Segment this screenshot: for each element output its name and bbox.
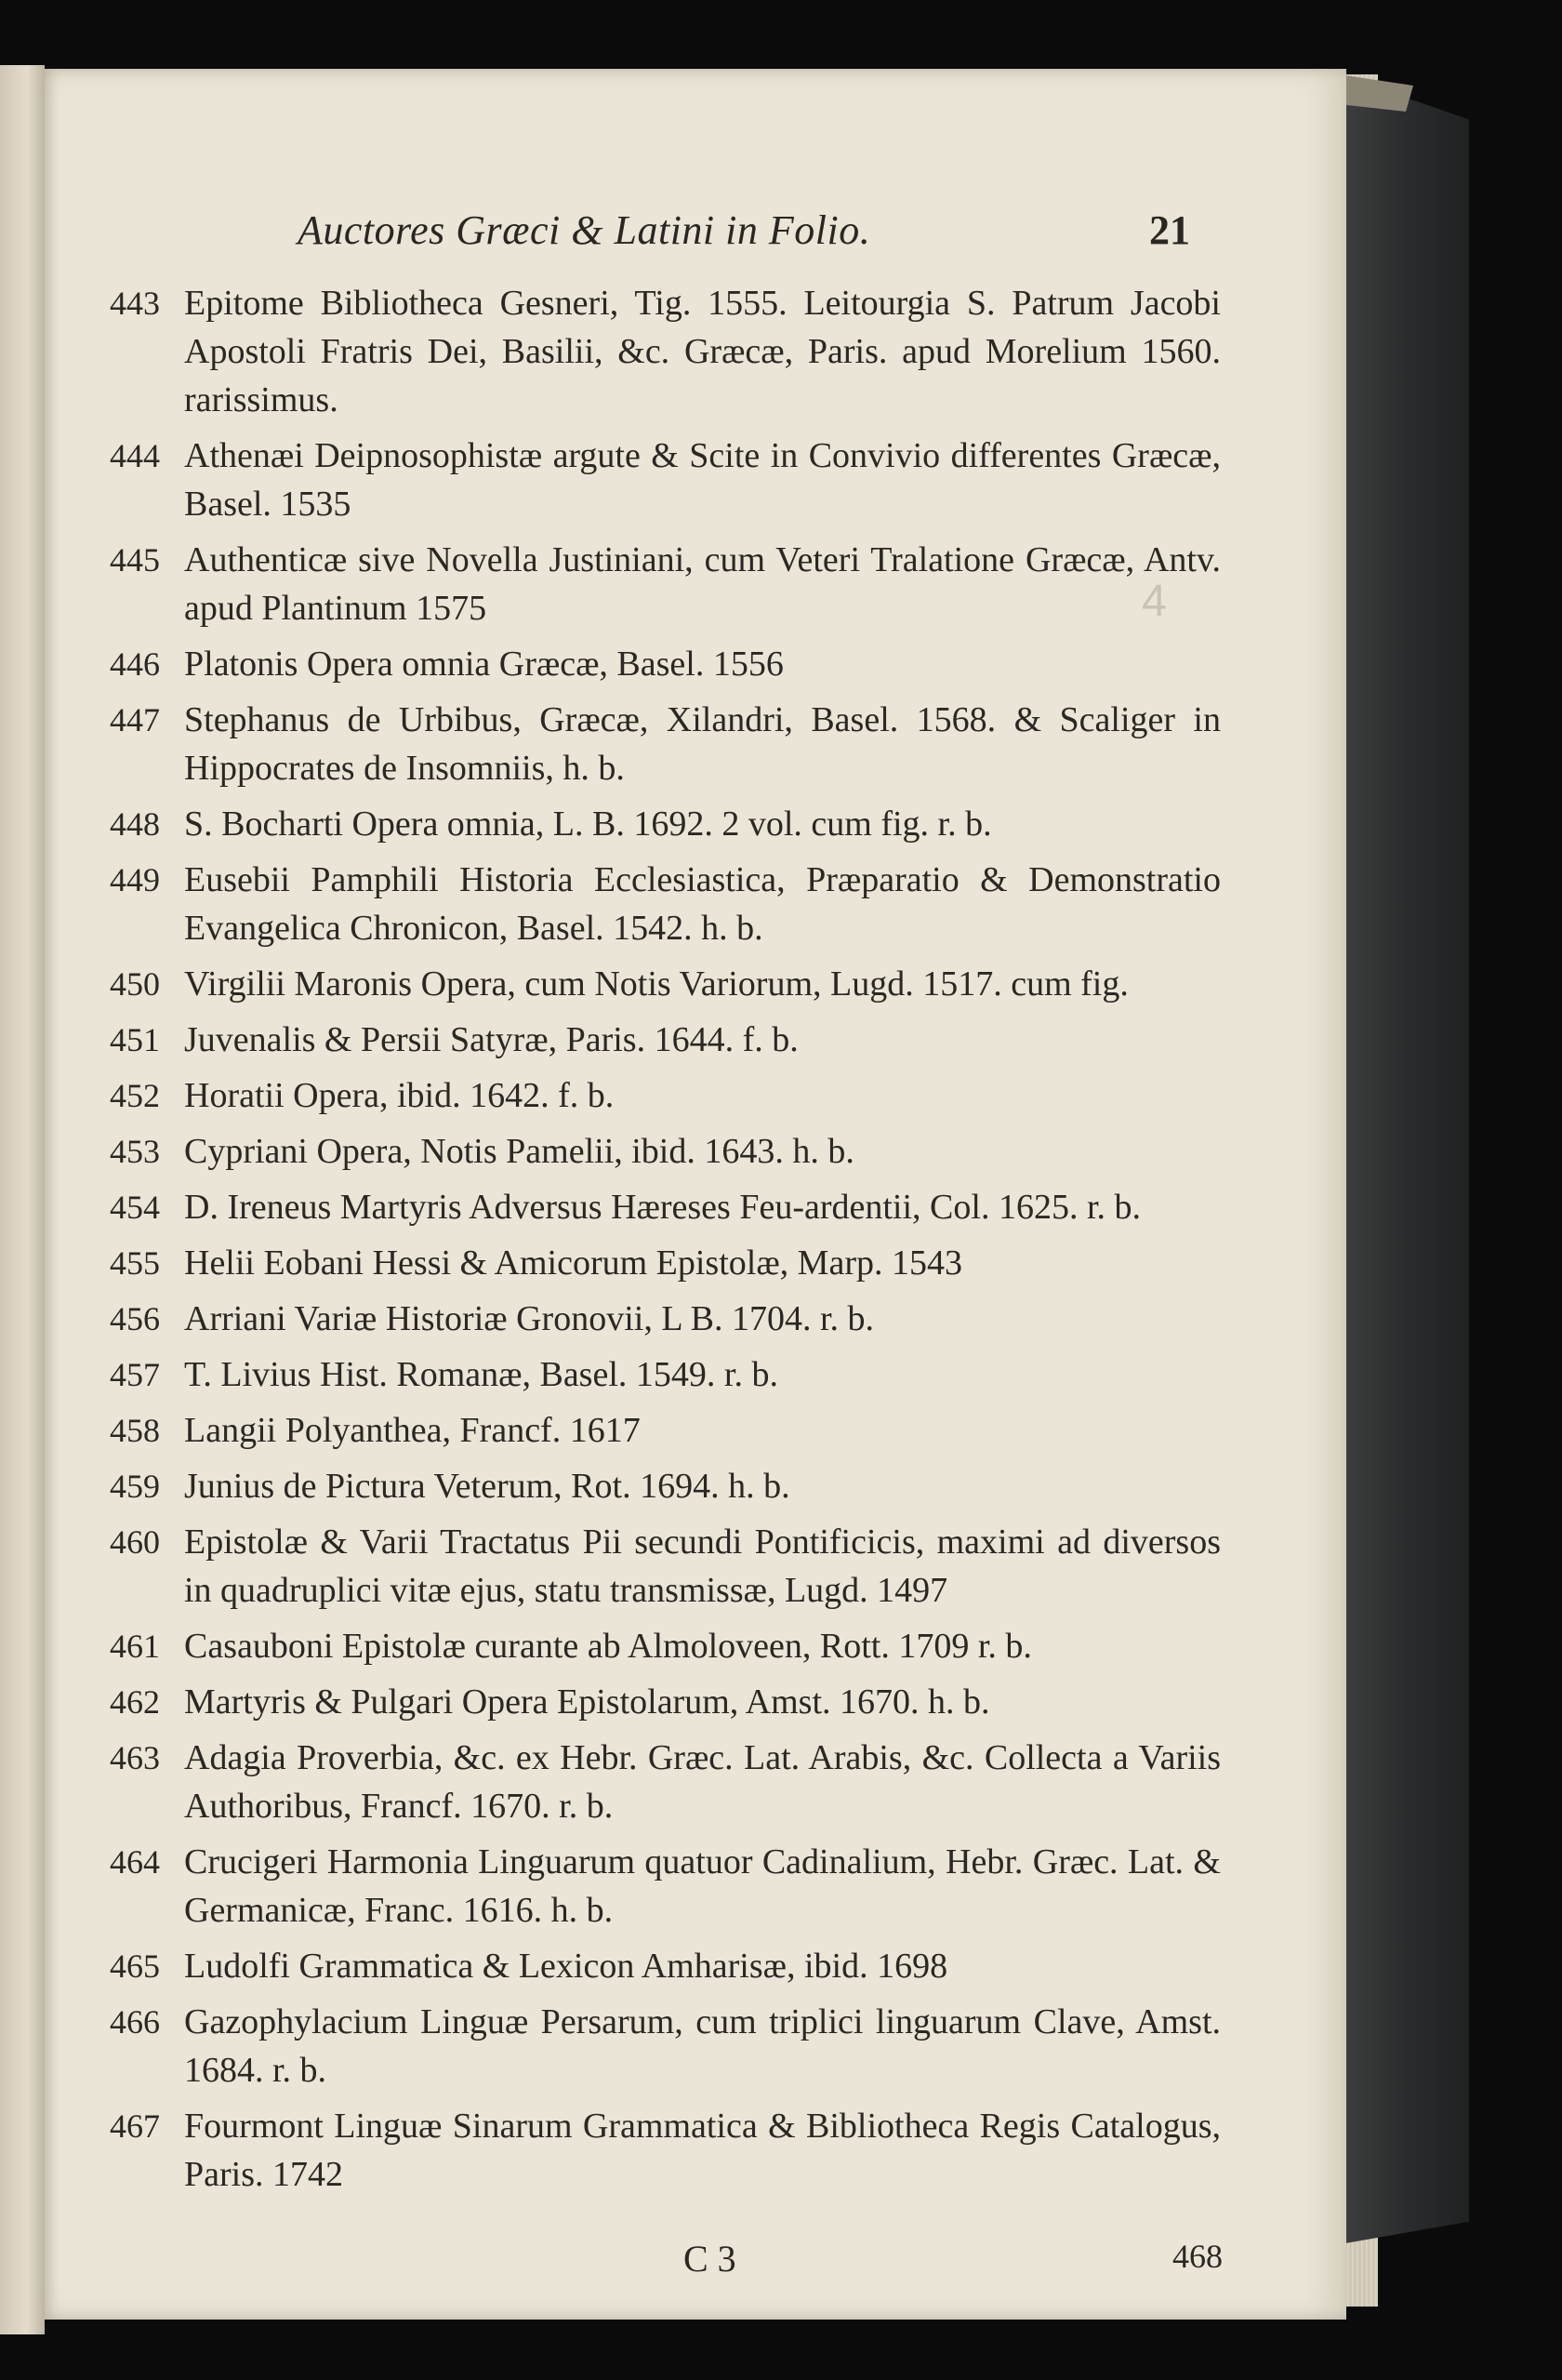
catalogue-entry xyxy=(110,856,1221,952)
entry-number: 457 xyxy=(110,1356,160,1393)
entry-text: Authenticæ sive Novella Justiniani, cum Veteri Tralatione Græcæ, Antv. apud Plantinum 1575 xyxy=(184,540,1221,628)
catalogue-entry xyxy=(110,1350,1221,1399)
entry-text: Horatii Opera, ibid. 1642. f. b. xyxy=(184,1076,615,1115)
entry-number: 444 xyxy=(110,437,160,474)
catalogue-entry xyxy=(110,1998,1221,2094)
entry-number: 447 xyxy=(110,701,160,738)
entry-text: Stephanus de Urbibus, Græcæ, Xilandri, Basel. 1568. & Scaliger in Hippocrates de Insomniis, h. b. xyxy=(184,700,1221,788)
catalogue-entry xyxy=(110,640,1221,688)
entry-number: 454 xyxy=(110,1189,160,1226)
entry-text: Epitome Bibliotheca Gesneri, Tig. 1555. Leitourgia S. Patrum Jacobi Apostoli Fratris Dei, Basilii, &c. Græcæ, Paris. apud Morelium 1560. rarissimus. xyxy=(184,284,1221,419)
entry-text: Helii Eobani Hessi & Amicorum Epistolæ, Marp. 1543 xyxy=(184,1243,962,1283)
entry-number: 460 xyxy=(110,1523,160,1561)
entry-text: Casauboni Epistolæ curante ab Almoloveen, Rott. 1709 r. b. xyxy=(184,1627,1032,1666)
catalogue-entry xyxy=(110,1678,1221,1726)
page-number: 21 xyxy=(1149,207,1190,253)
entry-number: 449 xyxy=(110,861,160,898)
entry-text: Martyris & Pulgari Opera Epistolarum, Amst. 1670. h. b. xyxy=(184,1682,990,1722)
catalogue-entries xyxy=(110,279,1221,2206)
entry-number: 462 xyxy=(110,1683,160,1721)
entry-text: Athenæi Deipnosophistæ argute & Scite in Convivio differentes Græcæ, Basel. 1535 xyxy=(184,436,1221,524)
entry-text: S. Bocharti Opera omnia, L. B. 1692. 2 vol. cum fig. r. b. xyxy=(184,804,992,844)
catalogue-entry xyxy=(110,1942,1221,1990)
catalogue-entry xyxy=(110,1183,1221,1231)
entry-number: 464 xyxy=(110,1843,160,1881)
catalogue-entry xyxy=(110,279,1221,424)
catalogue-entry xyxy=(110,1518,1221,1615)
catalogue-entry xyxy=(110,800,1221,848)
catalogue-entry xyxy=(110,1016,1221,1064)
catalogue-entry xyxy=(110,696,1221,792)
catchword: 468 xyxy=(1172,2238,1223,2275)
entry-text: Crucigeri Harmonia Linguarum quatuor Cadinalium, Hebr. Græc. Lat. & Germanicæ, Franc. 1616. h. b. xyxy=(184,1842,1221,1930)
book-cover xyxy=(1339,76,1469,2243)
entry-number: 445 xyxy=(110,541,160,578)
catalogue-entry xyxy=(110,1406,1221,1455)
page-header xyxy=(298,206,1190,262)
entry-number: 455 xyxy=(110,1244,160,1282)
entry-number: 466 xyxy=(110,2003,160,2041)
entry-text: D. Ireneus Martyris Adversus Hæreses Feu-ardentii, Col. 1625. r. b. xyxy=(184,1188,1142,1227)
entry-number: 465 xyxy=(110,1948,160,1985)
entry-number: 467 xyxy=(110,2107,160,2145)
entry-number: 463 xyxy=(110,1739,160,1776)
catalogue-entry xyxy=(110,1462,1221,1510)
margin-pencil-mark: 4 xyxy=(1142,577,1167,626)
entry-number: 461 xyxy=(110,1628,160,1665)
entry-text: Ludolfi Grammatica & Lexicon Amharisæ, ibid. 1698 xyxy=(184,1947,948,1986)
catalogue-entry xyxy=(110,1838,1221,1935)
catalogue-entry xyxy=(110,1239,1221,1287)
page-footer xyxy=(112,2237,1223,2289)
entry-number: 443 xyxy=(110,285,160,322)
entry-text: Junius de Pictura Veterum, Rot. 1694. h. b. xyxy=(184,1467,790,1506)
entry-text: Fourmont Linguæ Sinarum Grammatica & Bibliotheca Regis Catalogus, Paris. 1742 xyxy=(184,2107,1221,2194)
entry-text: Platonis Opera omnia Græcæ, Basel. 1556 xyxy=(184,645,784,684)
entry-text: Langii Polyanthea, Francf. 1617 xyxy=(184,1411,641,1450)
entry-number: 458 xyxy=(110,1412,160,1449)
catalogue-entry xyxy=(110,1127,1221,1176)
printer-signature: C 3 xyxy=(683,2238,736,2280)
catalogue-entry xyxy=(110,1071,1221,1120)
entry-text: Virgilii Maronis Opera, cum Notis Variorum, Lugd. 1517. cum fig. xyxy=(184,964,1129,1004)
entry-number: 446 xyxy=(110,645,160,683)
facing-page-edge xyxy=(0,65,45,2334)
catalogue-entry xyxy=(110,432,1221,528)
catalogue-entry xyxy=(110,2102,1221,2199)
entry-number: 452 xyxy=(110,1077,160,1114)
catalogue-entry xyxy=(110,960,1221,1008)
catalogue-entry xyxy=(110,1734,1221,1830)
entry-number: 450 xyxy=(110,965,160,1003)
entry-text: Adagia Proverbia, &c. ex Hebr. Græc. Lat. Arabis, &c. Collecta a Variis Authoribus, Francf. 1670. r. b. xyxy=(184,1738,1221,1826)
catalogue-entry xyxy=(110,1295,1221,1343)
entry-text: Cypriani Opera, Notis Pamelii, ibid. 1643. h. b. xyxy=(184,1132,854,1171)
catalogue-entry xyxy=(110,1622,1221,1670)
entry-text: Arriani Variæ Historiæ Gronovii, L B. 1704. r. b. xyxy=(184,1299,875,1338)
entry-text: Juvenalis & Persii Satyræ, Paris. 1644. f. b. xyxy=(184,1020,799,1059)
entry-text: T. Livius Hist. Romanæ, Basel. 1549. r. b. xyxy=(184,1355,778,1394)
entry-text: Gazophylacium Linguæ Persarum, cum triplici linguarum Clave, Amst. 1684. r. b. xyxy=(184,2002,1221,2090)
entry-text: Eusebii Pamphili Historia Ecclesiastica, Præparatio & Demonstratio Evangelica Chronicon, Basel. 1542. h. b. xyxy=(184,860,1221,948)
entry-text: Epistolæ & Varii Tractatus Pii secundi Pontificicis, maximi ad diversos in quadruplici vitæ ejus, statu transmissæ, Lugd. 1497 xyxy=(184,1522,1221,1610)
running-title: Auctores Græci & Latini in Folio. xyxy=(298,207,871,253)
entry-number: 448 xyxy=(110,805,160,843)
entry-number: 459 xyxy=(110,1468,160,1505)
catalogue-entry xyxy=(110,536,1221,632)
entry-number: 456 xyxy=(110,1300,160,1337)
entry-number: 451 xyxy=(110,1021,160,1058)
entry-number: 453 xyxy=(110,1133,160,1170)
